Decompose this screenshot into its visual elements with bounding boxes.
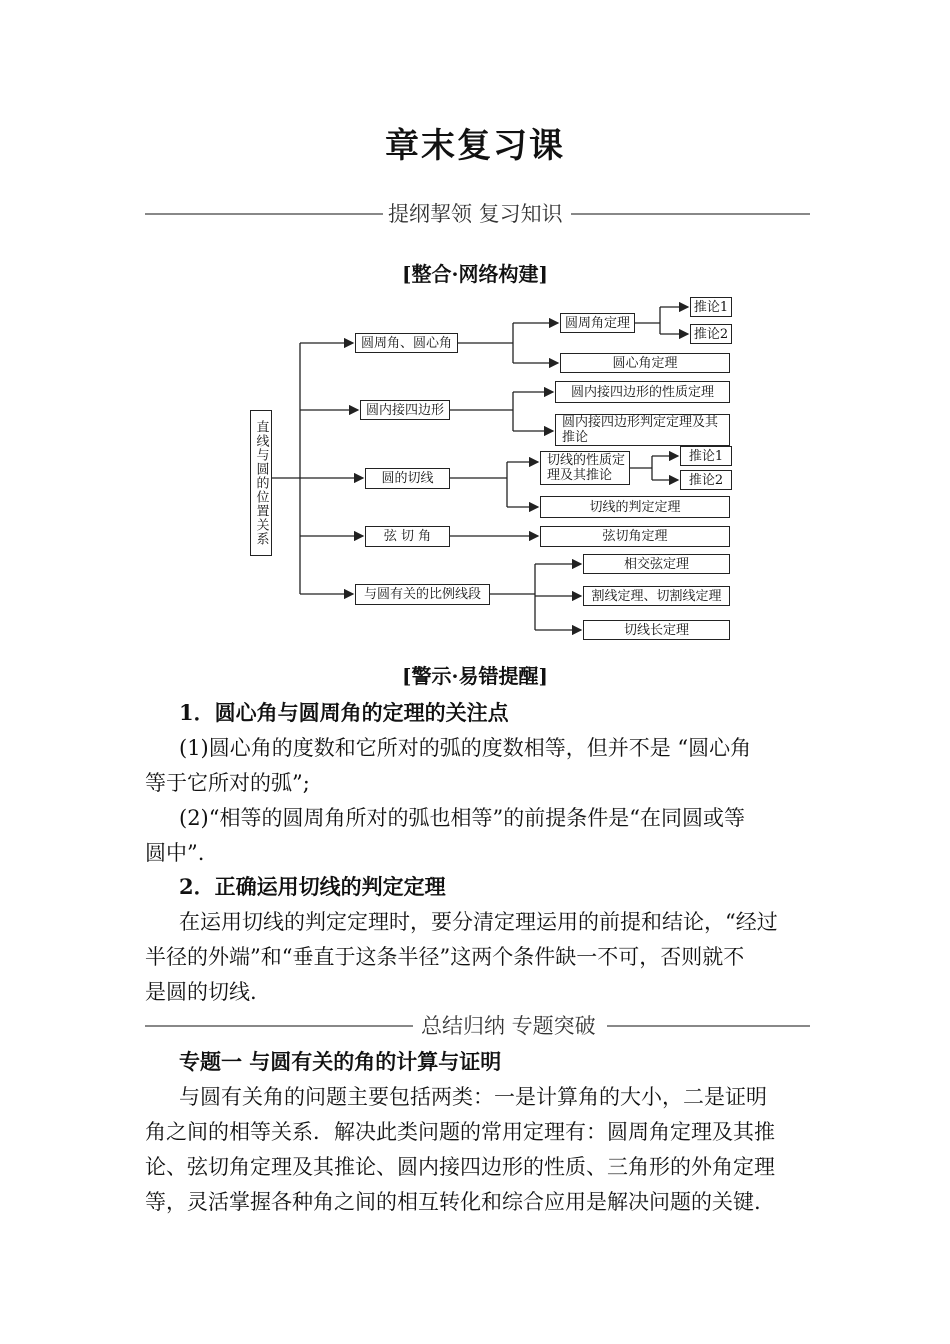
node-cyclic-quad-property: 圆内接四边形的性质定理 xyxy=(555,381,730,403)
node-corollary-2b: 推论2 xyxy=(680,470,732,490)
node-inscribed-angle-theorem: 圆周角定理 xyxy=(560,313,635,333)
section-divider-outline xyxy=(145,198,810,228)
topic1-paragraph: 与圆有关角的问题主要包括两类：一是计算角的大小，二是证明 角之间的相等关系．解决此类问题的常用定理有：圆周角定理及其推 论、弦切角定理及其推论、圆内接四边形的性质、三角形的外角定理 等，灵活掌握各种角之间的相互转化和综合应用是解决问题的关键. xyxy=(145,1085,775,1214)
root-node: 直线与圆的位置关系 xyxy=(250,410,272,556)
divider-label-outline: 提纲挈领 复习知识 xyxy=(388,202,563,226)
node-secant-tangent: 割线定理、切割线定理 xyxy=(583,586,730,606)
divider-label-summary: 总结归纳 专题突破 xyxy=(421,1014,596,1038)
node-corollary-1a: 推论1 xyxy=(690,297,732,317)
item1-title: 1．圆心角与圆周角的定理的关注点 xyxy=(179,700,509,725)
node-proportional-segments: 与圆有关的比例线段 xyxy=(355,584,490,605)
section-divider-summary xyxy=(145,1010,810,1040)
node-intersecting-chords: 相交弦定理 xyxy=(583,554,730,574)
node-corollary-1b: 推论1 xyxy=(680,446,732,466)
heading-warnings: [警示·易错提醒] xyxy=(402,664,548,688)
node-tangent-criterion: 切线的判定定理 xyxy=(540,496,730,518)
item1-paragraph2: (2)“相等的圆周角所对的弧也相等”的前提条件是“在同圆或等 圆中”. xyxy=(145,806,745,865)
concept-map xyxy=(245,290,745,650)
node-tangent-length: 切线长定理 xyxy=(583,620,730,640)
item2-title: 2．正确运用切线的判定定理 xyxy=(179,874,446,899)
node-tangent-property: 切线的性质定理及其推论 xyxy=(540,451,630,485)
page-title: 章末复习课 xyxy=(385,126,565,166)
node-corollary-2a: 推论2 xyxy=(690,324,732,344)
node-tangent-line: 圆的切线 xyxy=(365,468,450,489)
topic1-title: 专题一 与圆有关的角的计算与证明 xyxy=(179,1049,502,1074)
node-cyclic-quad-criterion: 圆内接四边形判定定理及其推论 xyxy=(555,414,730,446)
node-tangent-chord-theorem: 弦切角定理 xyxy=(540,526,730,547)
node-central-angle-theorem: 圆心角定理 xyxy=(560,353,730,373)
node-cyclic-quadrilateral: 圆内接四边形 xyxy=(360,400,450,420)
heading-network-construction: [整合·网络构建] xyxy=(402,262,548,286)
item1-paragraph1: (1)圆心角的度数和它所对的弧的度数相等，但并不是 “圆心角 等于它所对的弧”; xyxy=(145,736,752,795)
item2-paragraph: 在运用切线的判定定理时，要分清定理运用的前提和结论，“经过 半径的外端”和“垂直于这条半径”这两个条件缺一不可，否则就不 是圆的切线. xyxy=(145,910,778,1004)
node-inscribed-central-angle: 圆周角、圆心角 xyxy=(355,333,458,353)
node-tangent-chord-angle: 弦 切 角 xyxy=(365,526,450,547)
